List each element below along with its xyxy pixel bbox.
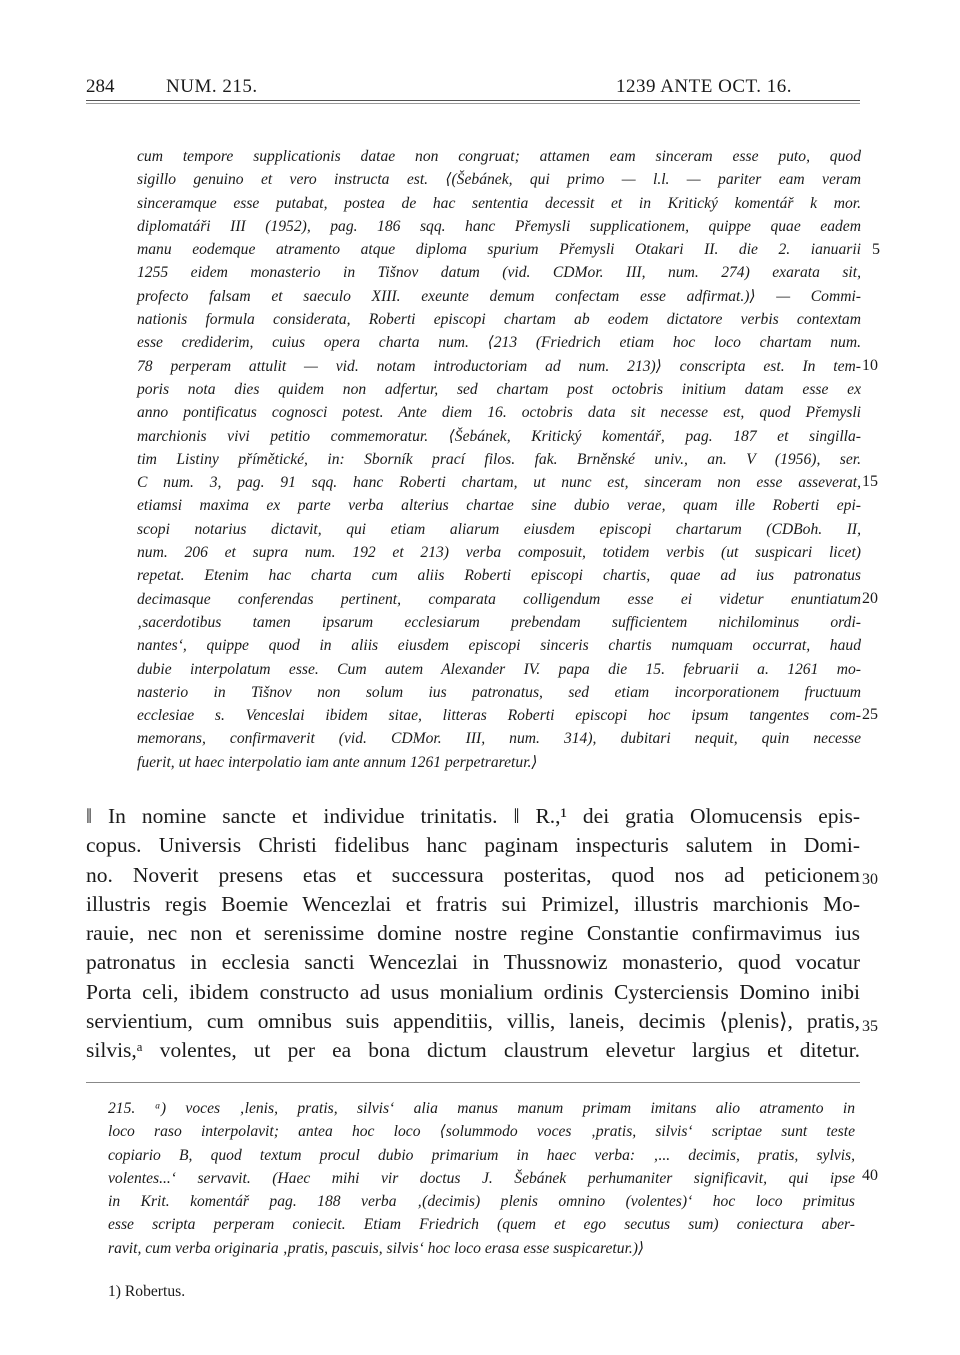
intro-line: scopi notarius dictavit, qui etiam aliarum eiusdem episcopi chartarum (CDBoh. II, — [137, 520, 861, 538]
charter-line: Porta celi, ibidem constructo ad usus monialium ordinis Cysterciensis Domino inibi — [86, 979, 860, 1004]
intro-line: ecclesiae s. Venceslai ibidem sitae, litteras Roberti episcopi hoc ipsum tangentes com- — [137, 707, 861, 725]
intro-line: repetat. Etenim hac charta cum aliis Roberti episcopi chartis, quae ad ius patronatus — [137, 567, 861, 585]
intro-line: esse crediderim, cuius opera charta num. ⟨213 (Friedrich etiam hoc loco chartam num. — [137, 334, 861, 352]
intro-line: diplomatáři III (1952), pag. 186 sqq. hanc Přemysli supplicationem, quippe quae eadem — [137, 217, 861, 235]
line-number: 5 — [872, 241, 880, 258]
intro-line: fuerit, ut haec interpolatio iam ante annum 1261 perpetraretur.⟩ — [137, 753, 538, 771]
charter-text — [86, 802, 860, 1066]
intro-line: memorans, confirmaverit (vid. CDMor. III, num. 314), dubitari nequit, quin necesse — [137, 730, 861, 748]
apparatus-line: loco raso interpolavit; antea hoc loco ⟨solummodo voces ‚pratis, silvis‘ scriptae sunt teste — [108, 1123, 855, 1141]
line-number: 10 — [862, 357, 878, 374]
line-number: 35 — [862, 1018, 878, 1035]
apparatus-rule — [86, 1082, 860, 1083]
intro-line: poris nota dies quidem non adfertur, sed chartam post octobris initium datam esse ex — [137, 380, 861, 398]
apparatus-line: ravit, cum verba originaria ‚pratis, pascuis, silvis‘ hoc loco erasa esse suspicaretur.)⟩ — [108, 1239, 645, 1257]
document-number: NUM. 215. — [166, 76, 258, 97]
intro-line: profecto falsam et saeculo XIII. exeunte demum confectam esse adfirmat.)⟩ — Commi- — [137, 287, 861, 305]
header-rule — [86, 100, 860, 101]
document-date: 1239 ANTE OCT. 16. — [616, 76, 792, 97]
apparatus-line: 215. ᵃ) voces ‚lenis, pratis, silvis‘ alia manus manum primam imitans alio atramento in — [108, 1100, 855, 1117]
apparatus-line: esse scripta perperam coniecit. Etiam Friedrich (quem et ego secutus sum) coniectura aber- — [108, 1216, 855, 1234]
intro-line: 78 perperam attulit — vid. notam introductoriam ad num. 213)⟩ conscripta est. In tem- — [137, 357, 861, 375]
critical-apparatus — [108, 1097, 855, 1260]
footnote: 1) Robertus. — [108, 1283, 186, 1300]
intro-line: sigillo genuino et vero instructa est. ⟨(Šebánek, qui primo — l.l. — pariter eam veram — [137, 171, 861, 189]
intro-line: dubie interpolatum esse. Cum autem Alexander IV. papa die 15. februarii a. 1261 mo- — [137, 660, 861, 678]
charter-line: rauie, nec non et serenissime domine nostre regine Constantie confirmavimus ius — [86, 921, 860, 946]
apparatus-line: in Krit. komentář pag. 188 verba ‚(decimis) plenis omnino (volentes)‘ hoc loco primitus — [108, 1193, 855, 1211]
intro-line: anno pontificatus cognosci potest. Ante diem 16. octobris data sit necesse est, quod Přemysli — [137, 404, 861, 422]
apparatus-line: copiario B, quod textum procul dubio primarium in haec verba: ‚... decimis, pratis, sylvis, — [108, 1146, 855, 1164]
running-header — [86, 74, 860, 100]
intro-line: etiamsi maxima ex parte verba alterius chartae sine dubio verae, quam ille Roberti epi- — [137, 497, 861, 515]
line-number: 40 — [862, 1167, 878, 1184]
intro-line: num. 206 et supra num. 192 et 213) verba composuit, totidem verbis (ut suspicari licet) — [137, 544, 861, 562]
charter-line: illustris regis Boemie Wencezlai et fratris sui Primizel, illustris marchionis Mo- — [86, 891, 860, 916]
charter-line: copus. Universis Christi fidelibus hanc paginam inspecturis salutem in Domi- — [86, 833, 860, 858]
charter-line: ‖ In nomine sancte et individue trinitatis. ‖ R.,¹ dei gratia Olomucensis epis- — [86, 804, 860, 828]
intro-line: ‚sacerdotibus tamen ipsarum ecclesiarum prebendam sufficientem nichilominus ordi- — [137, 613, 861, 631]
introductory-commentary — [137, 145, 861, 774]
intro-line: 1255 eidem monasterio in Tišnov datum (vid. CDMor. III, num. 274) exarata sit, — [137, 264, 861, 282]
intro-line: decimasque conferendas pertinent, comparata colligendum esse ei videtur enuntiatum — [137, 590, 861, 608]
intro-line: nationis formula considerata, Roberti episcopi chartam ab eodem dictatore verbis contextam — [137, 311, 861, 329]
intro-line: manu eodemque atramento atque diploma spurium Přemysli Otakari II. die 2. ianuarii — [137, 241, 861, 259]
intro-line: tim Listiny přímětické, in: Sborník prací filos. fak. Brněnské univ., an. V (1956), ser. — [137, 450, 861, 468]
page-number: 284 — [86, 76, 115, 97]
intro-line: nantes‘, quippe quod in aliis eiusdem episcopi sinceris chartis numquam occurrat, haud — [137, 637, 861, 655]
charter-line: no. Noverit presens etas et successura posteritas, quod nos ad peticionem — [86, 862, 860, 887]
intro-line: cum tempore supplicationis datae non congruat; attamen eam sinceram esse puto, quod — [137, 148, 861, 165]
charter-line: patronatus in ecclesia sancti Wencezlai in Thussnowiz monasterio, quod vocatur — [86, 950, 860, 975]
charter-line: servientium, cum omnibus suis appenditiis, villis, laneis, decimis ⟨plenis⟩, pratis, — [86, 1009, 860, 1034]
intro-line: C num. 3, pag. 91 sqq. hanc Roberti chartam, ut nunc est, sinceram non esse asseverat, — [137, 474, 861, 492]
line-number: 20 — [862, 590, 878, 607]
header-rule-secondary — [86, 103, 860, 104]
apparatus-line: volentes...‘ servavit. (Haec mihi vir doctus J. Šebánek perhumaniter significavit, qui ipse — [108, 1169, 855, 1187]
intro-line: marchionis vivi petitio commemoratur. ⟨Šebánek, Kritický komentář, pag. 187 et singilla- — [137, 427, 861, 445]
charter-line: silvis,ᵃ volentes, ut per ea bona dictum claustrum elevetur largius et ditetur. — [86, 1038, 860, 1063]
line-number: 25 — [862, 706, 878, 723]
line-number: 30 — [862, 871, 878, 888]
intro-line: nasterio in Tišnov non solum ius patronatus, sed etiam incorporationem fructuum — [137, 683, 861, 701]
line-number: 15 — [862, 473, 878, 490]
intro-line: sinceramque esse putabat, postea de hac sententia decessit et in Kritický komentář k mor. — [137, 194, 861, 212]
